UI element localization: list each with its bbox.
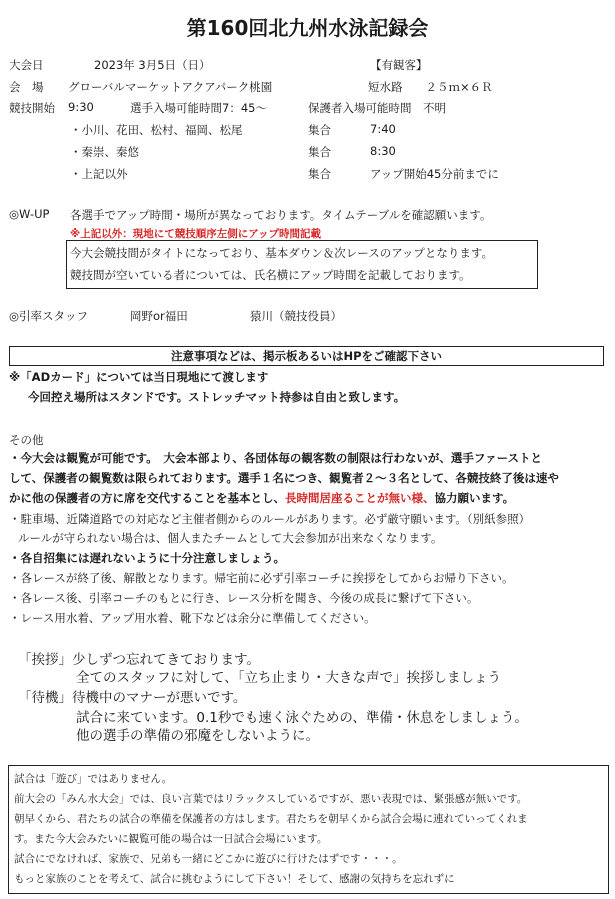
- ad-card-note: ※「ADカード」については当日現地にて渡します: [9, 370, 269, 384]
- wup-box-line: 競技間が空いている者については、氏名横にアップ時間を記載しております。: [70, 268, 471, 282]
- other-line: ・今大会は観覧が可能です。 大会本部より、各団体毎の観客数の制限は行わないが、選手ファーストと: [9, 451, 543, 465]
- group-label: 集合: [308, 145, 331, 159]
- group-time: アップ開始45分前までに: [370, 167, 499, 181]
- other-line: して、保護者の観覧数は限られております。選手１名につき、観覧者２～３名として、各競技終了後は速や: [9, 471, 559, 485]
- other-line: ・駐車場、近隣道路での対応など主催者側からのルールがあります。必ず厳守願います。（別紙参照）: [9, 512, 531, 526]
- other-line: ・レース用水着、アップ用水着、靴下などは余分に準備してください。: [9, 611, 376, 625]
- venue-value: グローバルマーケットアクアパーク桃園: [68, 80, 273, 94]
- notice-box: 注意事項などは、掲示板あるいはHPをご確認下さい: [9, 346, 604, 366]
- course-info: 短水路 ２５ｍ×６Ｒ: [368, 80, 493, 94]
- group-time: 8:30: [370, 144, 396, 158]
- staff-names-2: 猿川（競技役員）: [250, 309, 342, 323]
- group-names: ・秦崇、秦悠: [70, 145, 139, 159]
- message-line: 朝早くから、君たちの試合の準備を保護者の方はします。君たちを朝早くから試合会場に連れていってくれま: [14, 813, 528, 825]
- other-line-part: 協力願います。: [434, 491, 515, 505]
- other-line: ・各レース後、引率コーチのもとに行き、レース分析を聞き、今後の成長に繋げて下さい。: [9, 591, 479, 605]
- wup-box-line: 今大会競技間がタイトになっており、基本ダウン＆次レースのアップとなります。: [70, 246, 493, 260]
- athlete-entry: 選手入場可能時間7：45～: [130, 101, 267, 115]
- wup-text: 各選手でアップ時間・場所が異なっております。タイムテーブルを確認願います。: [70, 208, 492, 222]
- staff-label: ◎引率スタッフ: [9, 309, 89, 323]
- other-heading: その他: [9, 433, 44, 447]
- stands-note: 今回控え場所はスタンドです。ストレッチマット持参は自由と致します。: [28, 390, 406, 404]
- wup-red-note: ※上記以外：現地にて競技順序左側にアップ時間記載: [70, 228, 321, 240]
- wup-label: ◎W-UP: [9, 207, 50, 221]
- date-label: 大会日: [9, 58, 44, 72]
- message-line: 試合は「遊び」ではありません。: [14, 773, 173, 785]
- staff-names-1: 岡野or福田: [130, 309, 188, 323]
- guardian-entry: 保護者入場可能時間 不明: [308, 101, 446, 115]
- manner-line: 「挨拶」少しずつ忘れてきております。: [18, 652, 260, 668]
- other-line: ・各自招集には遅れないように十分注意しましょう。: [9, 551, 285, 565]
- other-line-highlight: 長時間居座ることが無い様、: [285, 491, 435, 505]
- message-line: 試合にでなければ、家族で、兄弟も一緒にどこかに遊びに行けたはずです・・・。: [14, 853, 403, 865]
- manner-line: 全てのスタッフに対して、「立ち止まり・大きな声で」挨拶しましょう: [76, 670, 501, 686]
- page-title: 第160回北九州水泳記録会: [186, 16, 429, 40]
- other-line: ルールが守られない場合は、個人またチームとして大会参加が出来なくなります。: [18, 531, 443, 545]
- start-label: 競技開始: [9, 101, 55, 115]
- group-time: 7:40: [370, 122, 396, 136]
- group-names: ・上記以外: [70, 167, 128, 181]
- other-line: ・各レースが終了後、解散となります。帰宅前に必ず引率コーチに挨拶をしてからお帰り下さい。: [9, 571, 514, 585]
- group-label: 集合: [308, 167, 331, 181]
- other-line-part: かに他の保護者の方に席を交代することを基本とし、: [9, 491, 285, 505]
- spectator-tag: 【有観客】: [370, 58, 428, 72]
- message-line: 前大会の「みん水大会」では、良い言葉ではリラックスしているですが、悪い表現では、緊張感が無いです。: [14, 793, 528, 805]
- group-label: 集合: [308, 123, 331, 137]
- message-line: す。また今大会みたいに観覧可能の場合は一日試合会場にいます。: [14, 833, 328, 845]
- start-time: 9:30: [68, 100, 94, 114]
- manner-line: 「待機」待機中のマナーが悪いです。: [18, 690, 247, 706]
- message-line: もっと家族のことを考えて、試合に挑むようにして下さい！そして、感謝の気持ちを忘れずに: [14, 873, 455, 885]
- venue-label: 会 場: [9, 80, 44, 94]
- other-line: [9, 490, 514, 506]
- date-value: 2023年 3月5日（日）: [94, 58, 211, 72]
- manner-line: 他の選手の準備の邪魔をしないように。: [76, 728, 319, 744]
- group-names: ・小川、花田、松村、福岡、松尾: [70, 123, 243, 137]
- manner-line: 試合に来ています。0.1秒でも速く泳ぐための、準備・休息をしましょう。: [76, 710, 528, 726]
